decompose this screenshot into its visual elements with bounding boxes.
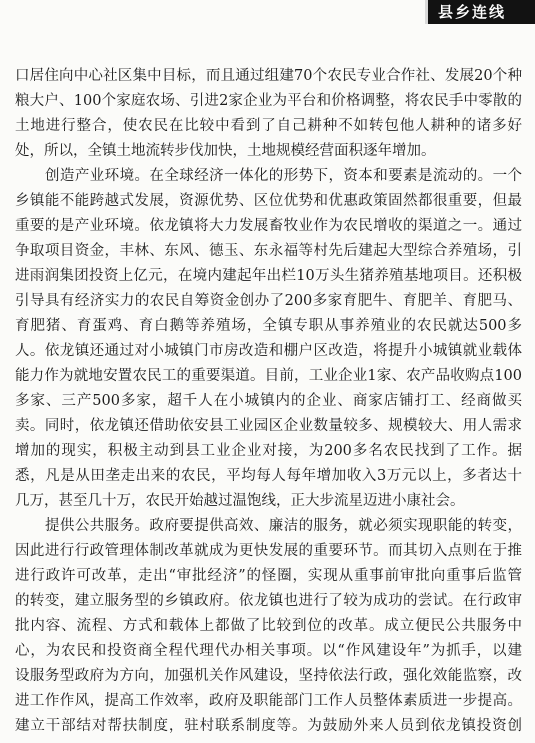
text-line: 进雨润集团投资上亿元，在境内建起年出栏10万头生猪养殖基地项目。还积极 xyxy=(15,268,522,284)
text-line: 粮大户、100个家庭农场、引进2家企业为平台和价格调整，将农民手中零散的 xyxy=(15,93,522,109)
text-line: 悉，凡是从田垄走出来的农民，平均每人每年增加收入3万元以上，多者达十 xyxy=(15,468,522,484)
paragraph-industry-environment xyxy=(15,164,522,514)
text-line: 建立干部结对帮扶制度，驻村联系制度等。为鼓励外来人员到依龙镇投资创 xyxy=(15,718,522,734)
text-line: 因此进行行政管理体制改革就成为更快发展的重要环节。而其切入点则在于推 xyxy=(15,543,522,559)
text-line: 提供公共服务。政府要提供高效、廉洁的服务，就必须实现职能的转变， xyxy=(45,518,522,534)
article-body xyxy=(15,64,522,739)
text-line: 增加的现实，积极主动到县工业企业对接，为200多名农民找到了工作。据 xyxy=(15,443,522,459)
text-line: 几万，甚至几十万，农民开始越过温饱线，正大步流星迈进小康社会。 xyxy=(15,493,465,509)
text-line: 批内容、流程、方式和载体上都做了比较到位的改革。成立便民公共服务中 xyxy=(15,618,522,634)
text-line: 处，所以，全镇土地流转步伐加快，土地规模经营面积逐年增加。 xyxy=(15,143,436,159)
text-line: 能力作为就地安置农民工的重要渠道。目前，工业企业1家、农产品收购点100 xyxy=(15,368,522,384)
text-line: 设服务型政府为方向，加强机关作风建设，坚持依法行政，强化效能监察，改 xyxy=(15,668,522,684)
text-line: 的转变，建立服务型的乡镇政府。依龙镇也进行了较为成功的尝试。在行政审 xyxy=(15,593,522,609)
text-line: 乡镇能不能跨越式发展，资源优势、区位优势和优惠政策固然都很重要，但最 xyxy=(15,193,522,209)
paragraph-land-consolidation xyxy=(15,64,522,164)
text-line: 育肥猪、育蛋鸡、育白鹅等养殖场，全镇专职从事养殖业的农民就达500多 xyxy=(15,318,522,334)
text-line: 引导具有经济实力的农民自筹资金创办了200多家育肥牛、育肥羊、育肥马、 xyxy=(15,293,522,309)
text-line: 卖。同时，依龙镇还借助依安县工业园区企业数量较多、规模较大、用人需求 xyxy=(15,418,522,434)
text-line: 重要的是产业环境。依龙镇将大力发展畜牧业作为农民增收的渠道之一。通过 xyxy=(15,218,522,234)
text-line: 土地进行整合，使农民在比较中看到了自己耕种不如转包他人耕种的诸多好 xyxy=(15,118,522,134)
text-line: 口居住向中心社区集中目标，而且通过组建70个农民专业合作社、发展20个种 xyxy=(15,68,522,84)
text-line: 多家、三产500多家，超千人在小城镇内的企业、商家店铺打工、经商做买 xyxy=(15,393,522,409)
text-line: 争取项目资金，丰林、东风、德玉、东永福等村先后建起大型综合养殖场，引 xyxy=(15,243,522,259)
text-line: 进行政许可改革，走出“审批经济”的怪圈，实现从重事前审批向重事后监管 xyxy=(15,568,522,584)
text-line: 人。依龙镇还通过对小城镇门市房改造和棚户区改造，将提升小城镇就业载体 xyxy=(15,343,522,359)
paragraph-public-service xyxy=(15,514,522,739)
section-tab: 县乡连线 xyxy=(425,0,535,24)
text-line: 进工作作风，提高工作效率，政府及职能部门工作人员整体素质进一步提高。 xyxy=(15,693,522,709)
text-line: 创造产业环境。在全球经济一体化的形势下，资本和要素是流动的。一个 xyxy=(45,168,522,184)
text-line: 心，为农民和投资商全程代理代办相关事项。以“作风建设年”为抓手，以建 xyxy=(15,643,522,659)
